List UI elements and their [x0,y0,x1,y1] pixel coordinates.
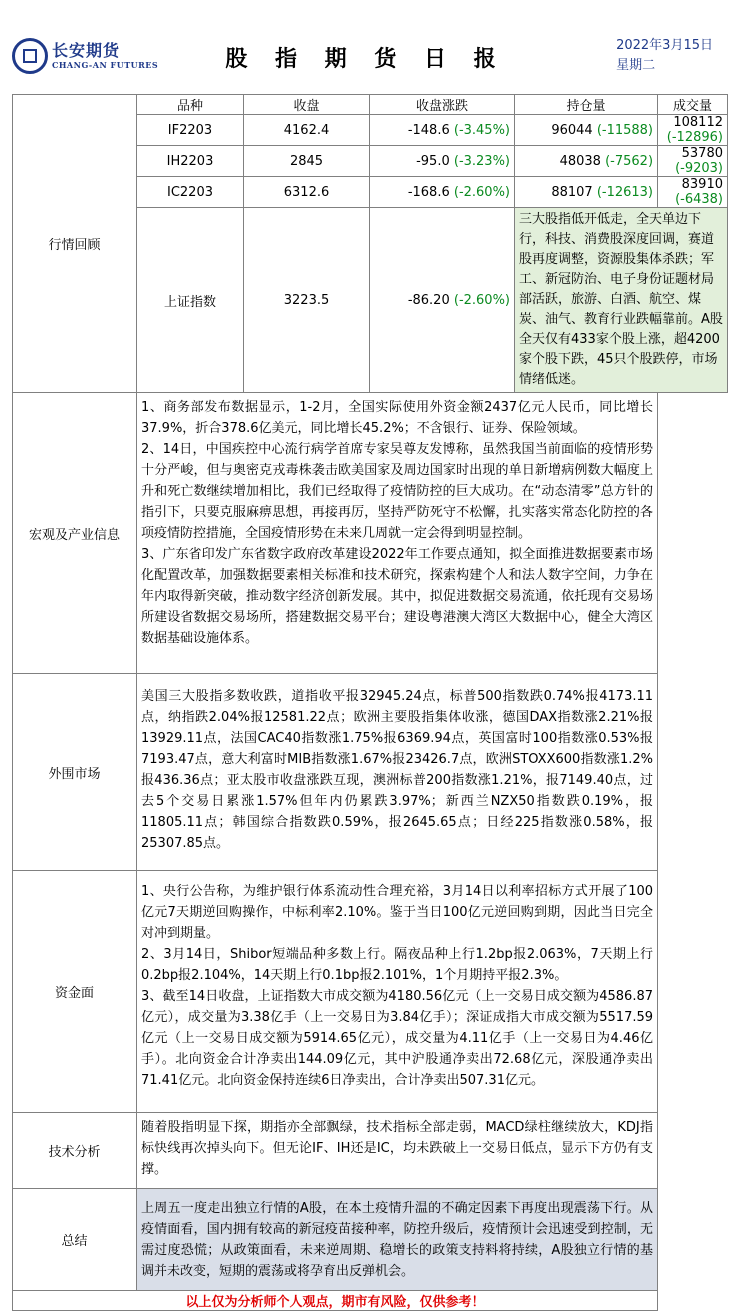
report-date-text: 2022年3月15日 [616,38,713,53]
index-change-value: -86.20 (-2.60%) [370,208,515,393]
open-interest-value: 96044 (-11588) [515,115,658,146]
volume-value: 108112 (-12896) [658,115,728,146]
macro-paragraph: 2、14日，中国疾控中心流行病学首席专家吴尊友发博称，虽然我国当前面临的疫情形势十分严峻，但与奥密克戎毒株袭击欧美国家及周边国家时出现的单日新增病例数大幅度上升和死亡数继续增加相比，我们已经取得了疫情防控的巨大成功。在“动态清零”总方针的指引下，只要克服麻痹思想，再接再厉，坚持严防死守不松懈，扎实落实常态化防控的各项疫情防控措施，全国疫情形势在未来几周就一定会得到明显控制。 [141,442,654,541]
contract-name: IF2203 [137,115,244,146]
section-label-overseas: 外围市场 [13,674,137,871]
funding-paragraph: 2、3月14日，Shibor短端品种多数上行。隔夜品种上行1.2bp报2.063%，7天期上行0.2bp报2.104%，14天期上行0.1bp报2.101%，1个月期持平报2.3%。 [141,947,654,983]
volume-value: 83910 (-6438) [658,177,728,208]
index-close-value: 3223.5 [244,208,370,393]
report-weekday: 星期二 [616,58,656,73]
contract-name: IC2203 [137,177,244,208]
report-table [12,94,728,1311]
overseas-row [13,674,728,871]
overseas-content: 美国三大股指多数收跌，道指收平报32945.24点，标普500指数跌0.74%报4173.11点，纳指跌2.04%报12581.22点；欧洲主要股指集体收涨，德国DAX指数涨2.21%报13929.11点，法国CAC40指数涨1.75%报6369.94点，英国富时100指数涨0.53%报7193.47点，意大利富时MIB指数涨1.67%报23426.7点，欧洲STOXX600指数涨1.2%报436.36点；亚太股市收盘涨跌互现，澳洲标普200指数涨1.21%，报7149.40点，过去5个交易日累涨1.57%但年内仍累跌3.97%；新西兰NZX50指数跌0.19%，报11805.11点；韩国综合指数跌0.59%，报2645.65点；日经225指数涨0.58%，报25307.85点。 [137,674,658,871]
report-date [616,36,713,76]
column-header-variety: 品种 [137,95,244,115]
contract-name: IH2203 [137,146,244,177]
section-label-technical: 技术分析 [13,1113,137,1189]
change-value: -95.0 (-3.23%) [370,146,515,177]
column-header-volume: 成交量 [658,95,728,115]
summary-row [13,1189,728,1291]
macro-paragraph: 1、商务部发布数据显示，1-2月，全国实际使用外资金额2437亿元人民币，同比增长37.9%，折合378.6亿美元，同比增长45.2%；不含银行、证券、保险领域。 [141,400,654,436]
funding-row [13,871,728,1113]
change-value: -168.6 (-2.60%) [370,177,515,208]
funding-paragraph: 1、央行公告称，为维护银行体系流动性合理充裕，3月14日以利率招标方式开展了100亿元7天期逆回购操作，中标利率2.10%。鉴于当日100亿元逆回购到期，因此当日完全对冲到期量。 [141,884,654,941]
technical-row [13,1113,728,1189]
volume-value: 53780 (-9203) [658,146,728,177]
market-comment: 三大股指低开低走，全天单边下行，科技、消费股深度回调，赛道股再度调整，资源股集体杀跌；军工、新冠防治、电子身份证题材局部活跃，旅游、白酒、航空、煤炭、油气、教育行业跌幅靠前。A股全天仅有433家个股上涨，超4200家个股下跌，45只个股跌停，市场情绪低迷。 [515,208,728,393]
report-title: 股 指 期 货 日 报 [225,47,506,72]
section-label-funding: 资金面 [13,871,137,1113]
report-header [0,0,731,92]
macro-content [137,393,658,674]
section-label-macro: 宏观及产业信息 [13,393,137,674]
index-name: 上证指数 [137,208,244,393]
close-value: 4162.4 [244,115,370,146]
section-label-summary: 总结 [13,1189,137,1291]
column-header-close: 收盘 [244,95,370,115]
section-label-market-review: 行情回顾 [13,95,137,393]
macro-paragraph: 3、广东省印发广东省数字政府改革建设2022年工作要点通知，拟全面推进数据要素市场化配置改革，加强数据要素相关标准和技术研究，探索构建个人和法人数字空间，力争在年内取得新突破，推动数字经济创新发展。其中，拟促进数据交易流通，依托现有交易场所建设省数据交易场所，搭建数据交易平台；建设粤港澳大湾区大数据中心，健全大湾区数据基础设施体系。 [141,547,654,646]
technical-content: 随着股指明显下探，期指亦全部飘绿，技术指标全部走弱，MACD绿柱继续放大，KDJ指标快线再次掉头向下。但无论IF、IH还是IC，均未跌破上一交易日低点，显示下方仍有支撑。 [137,1113,658,1189]
close-value: 6312.6 [244,177,370,208]
funding-paragraph: 3、截至14日收盘，上证指数大市成交额为4180.56亿元（上一交易日成交额为4586.87亿元），成交量为3.38亿手（上一交易日为3.84亿手）；深证成指大市成交额为5517.59亿元（上一交易日成交额为5914.65亿元），成交量为4.11亿手（上一交易日为4.46亿手）。北向资金合计净卖出144.09亿元，其中沪股通净卖出72.68亿元，深股通净卖出71.41亿元。北向资金保持连续6日净卖出，合计净卖出507.31亿元。 [141,989,654,1088]
open-interest-value: 88107 (-12613) [515,177,658,208]
market-header-row [13,95,728,115]
column-header-change: 收盘涨跌 [370,95,515,115]
logo-english-name: CHANG-AN FUTURES [52,60,159,70]
disclaimer-text: 以上仅为分析师个人观点，期市有风险，仅供参考！ [13,1291,658,1311]
column-header-open-interest: 持仓量 [515,95,658,115]
logo-chinese-name: 长安期货 [52,41,121,60]
funding-content [137,871,658,1113]
summary-content: 上周五一度走出独立行情的A股，在本土疫情升温的不确定因素下再度出现震荡下行。从疫情面看，国内拥有较高的新冠疫苗接种率，防控升级后，疫情预计会迅速受到控制，无需过度恐慌；从政策面看，未来逆周期、稳增长的政策支持料将持续，A股独立行情的基调并未改变，短期的震荡或将孕育出反弹机会。 [137,1189,658,1291]
open-interest-value: 48038 (-7562) [515,146,658,177]
close-value: 2845 [244,146,370,177]
disclaimer-row [13,1291,728,1311]
macro-row [13,393,728,674]
change-value: -148.6 (-3.45%) [370,115,515,146]
